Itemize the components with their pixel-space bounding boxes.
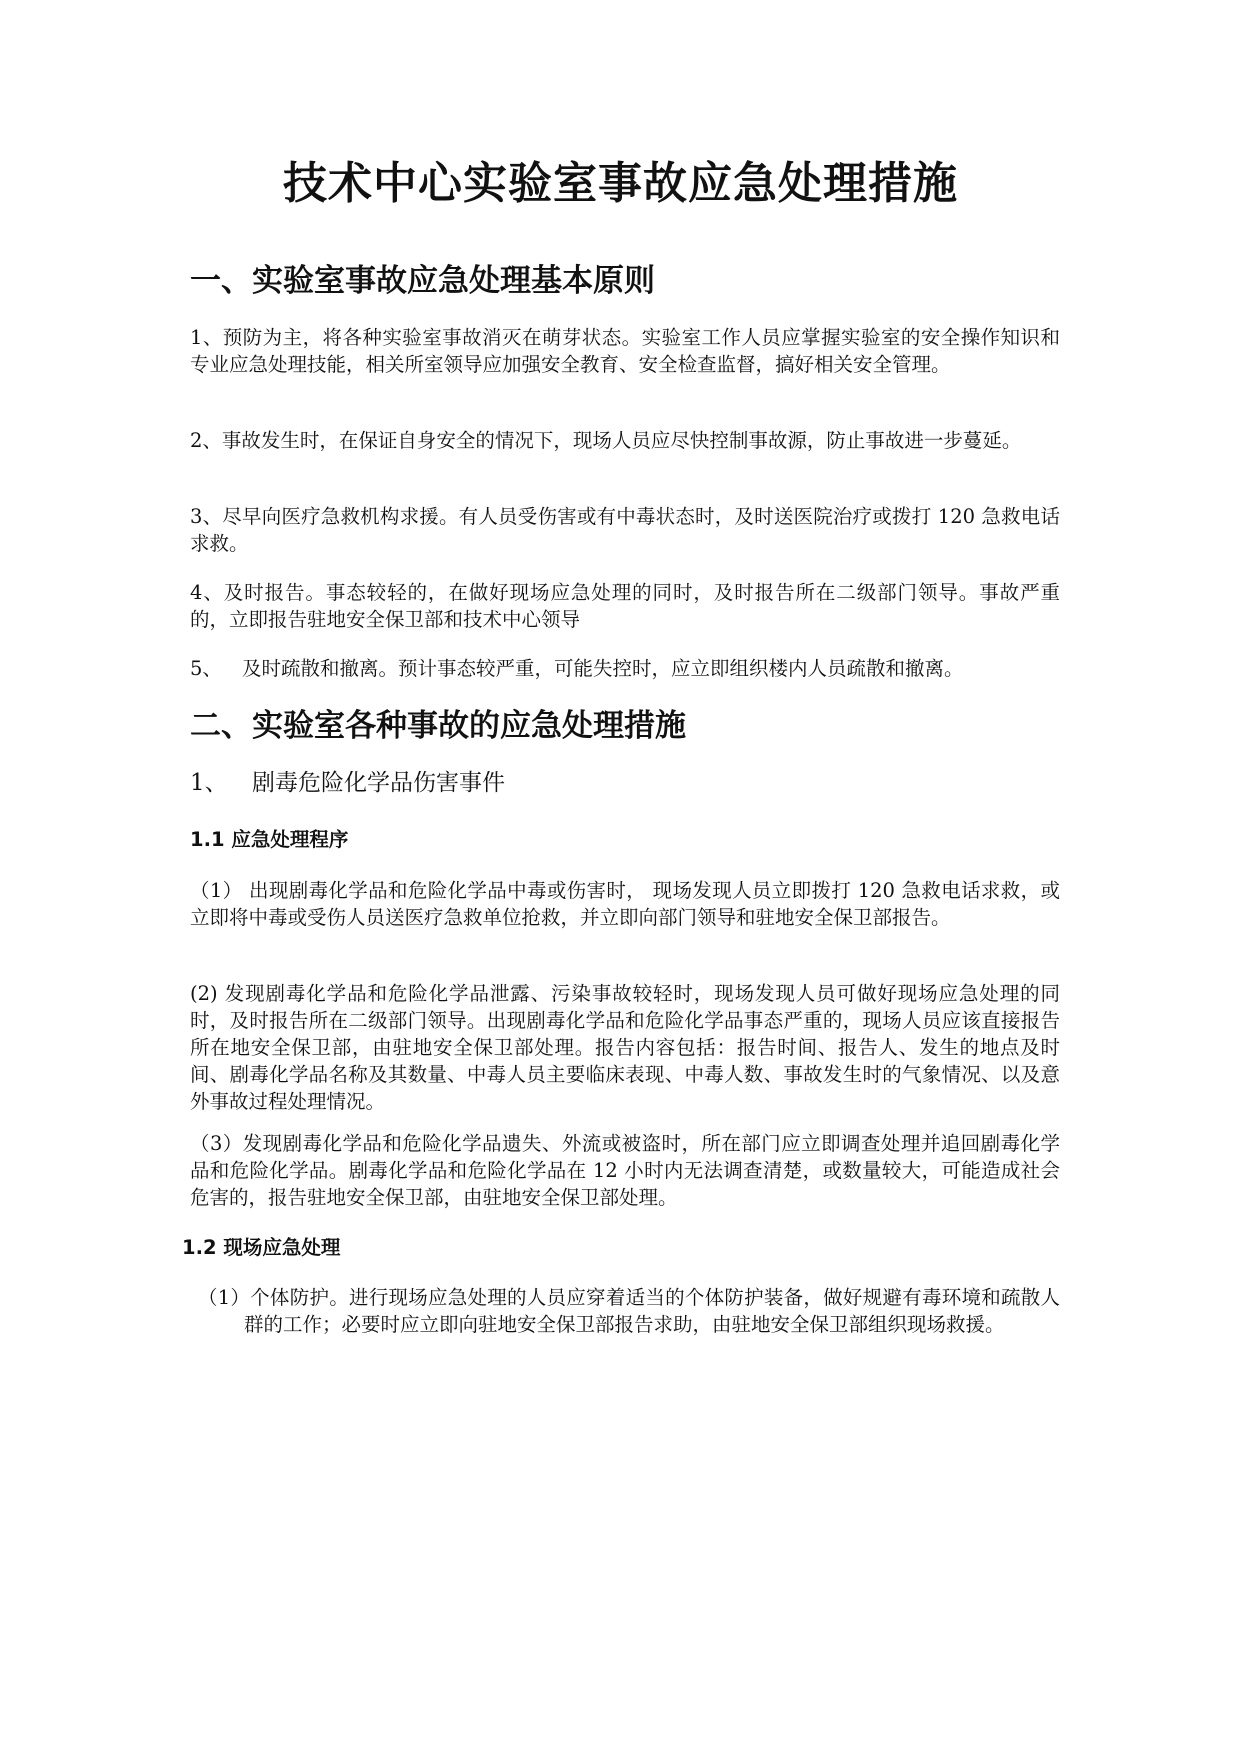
principle-5-paragraph xyxy=(190,655,964,682)
principle-5-number: 5、 xyxy=(190,657,222,680)
principle-4-paragraph: 4、及时报告。事态较轻的，在做好现场应急处理的同时，及时报告所在二级部门领导。事故严重的，立即报告驻地安全保卫部和技术中心领导 xyxy=(190,581,1060,631)
subsection-1-title xyxy=(190,770,505,798)
subsection-1-number: 1、 xyxy=(190,770,228,796)
subsection-1-text: 剧毒危险化学品伤害事件 xyxy=(252,770,505,796)
section-2-heading: 二、实验室各种事故的应急处理措施 xyxy=(190,708,686,744)
procedure-3-paragraph: （3）发现剧毒化学品和危险化学品遗失、外流或被盗时，所在部门应立即调查处理并追回剧毒化学品和危险化学品。剧毒化学品和危险化学品在 12 小时内无法调查清楚，或数量较大，可能造成社会危害的，报告驻地安全保卫部，由驻地安全保卫部处理。 xyxy=(190,1132,1060,1209)
onsite-1-paragraph: （1）个体防护。进行现场应急处理的人员应穿着适当的个体防护装备，做好规避有毒环境和疏散人群的工作；必要时应立即向驻地安全保卫部报告求助，由驻地安全保卫部组织现场救援。 xyxy=(198,1286,1060,1336)
principle-5-text: 及时疏散和撤离。预计事态较严重，可能失控时，应立即组织楼内人员疏散和撤离。 xyxy=(242,657,964,680)
principle-2-paragraph: 2、事故发生时，在保证自身安全的情况下，现场人员应尽快控制事故源，防止事故进一步蔓延。 xyxy=(190,429,1022,452)
principle-1-paragraph: 1、预防为主，将各种实验室事故消灭在萌芽状态。实验室工作人员应掌握实验室的安全操作知识和专业应急处理技能，相关所室领导应加强安全教育、安全检查监督，搞好相关安全管理。 xyxy=(190,326,1060,376)
subsection-1-1-heading: 1.1 应急处理程序 xyxy=(190,828,349,851)
principle-3-paragraph: 3、尽早向医疗急救机构求援。有人员受伤害或有中毒状态时，及时送医院治疗或拨打 120 急救电话求救。 xyxy=(190,505,1060,555)
subsection-1-2-heading: 1.2 现场应急处理 xyxy=(182,1236,341,1259)
procedure-1-paragraph: （1） 出现剧毒化学品和危险化学品中毒或伤害时， 现场发现人员立即拨打 120 急救电话求救，或立即将中毒或受伤人员送医疗急救单位抢救，并立即向部门领导和驻地安全保卫部报告。 xyxy=(190,879,1060,929)
document-title: 技术中心实验室事故应急处理措施 xyxy=(283,158,958,209)
section-1-heading: 一、实验室事故应急处理基本原则 xyxy=(190,263,655,299)
procedure-2-paragraph: (2) 发现剧毒化学品和危险化学品泄露、污染事故较轻时，现场发现人员可做好现场应急处理的同时，及时报告所在二级部门领导。出现剧毒化学品和危险化学品事态严重的，现场人员应该直接报告所在地安全保卫部，由驻地安全保卫部处理。报告内容包括：报告时间、报告人、发生的地点及时间、剧毒化学品名称及其数量、中毒人员主要临床表现、中毒人数、事故发生时的气象情况、以及意外事故过程处理情况。 xyxy=(190,982,1060,1113)
